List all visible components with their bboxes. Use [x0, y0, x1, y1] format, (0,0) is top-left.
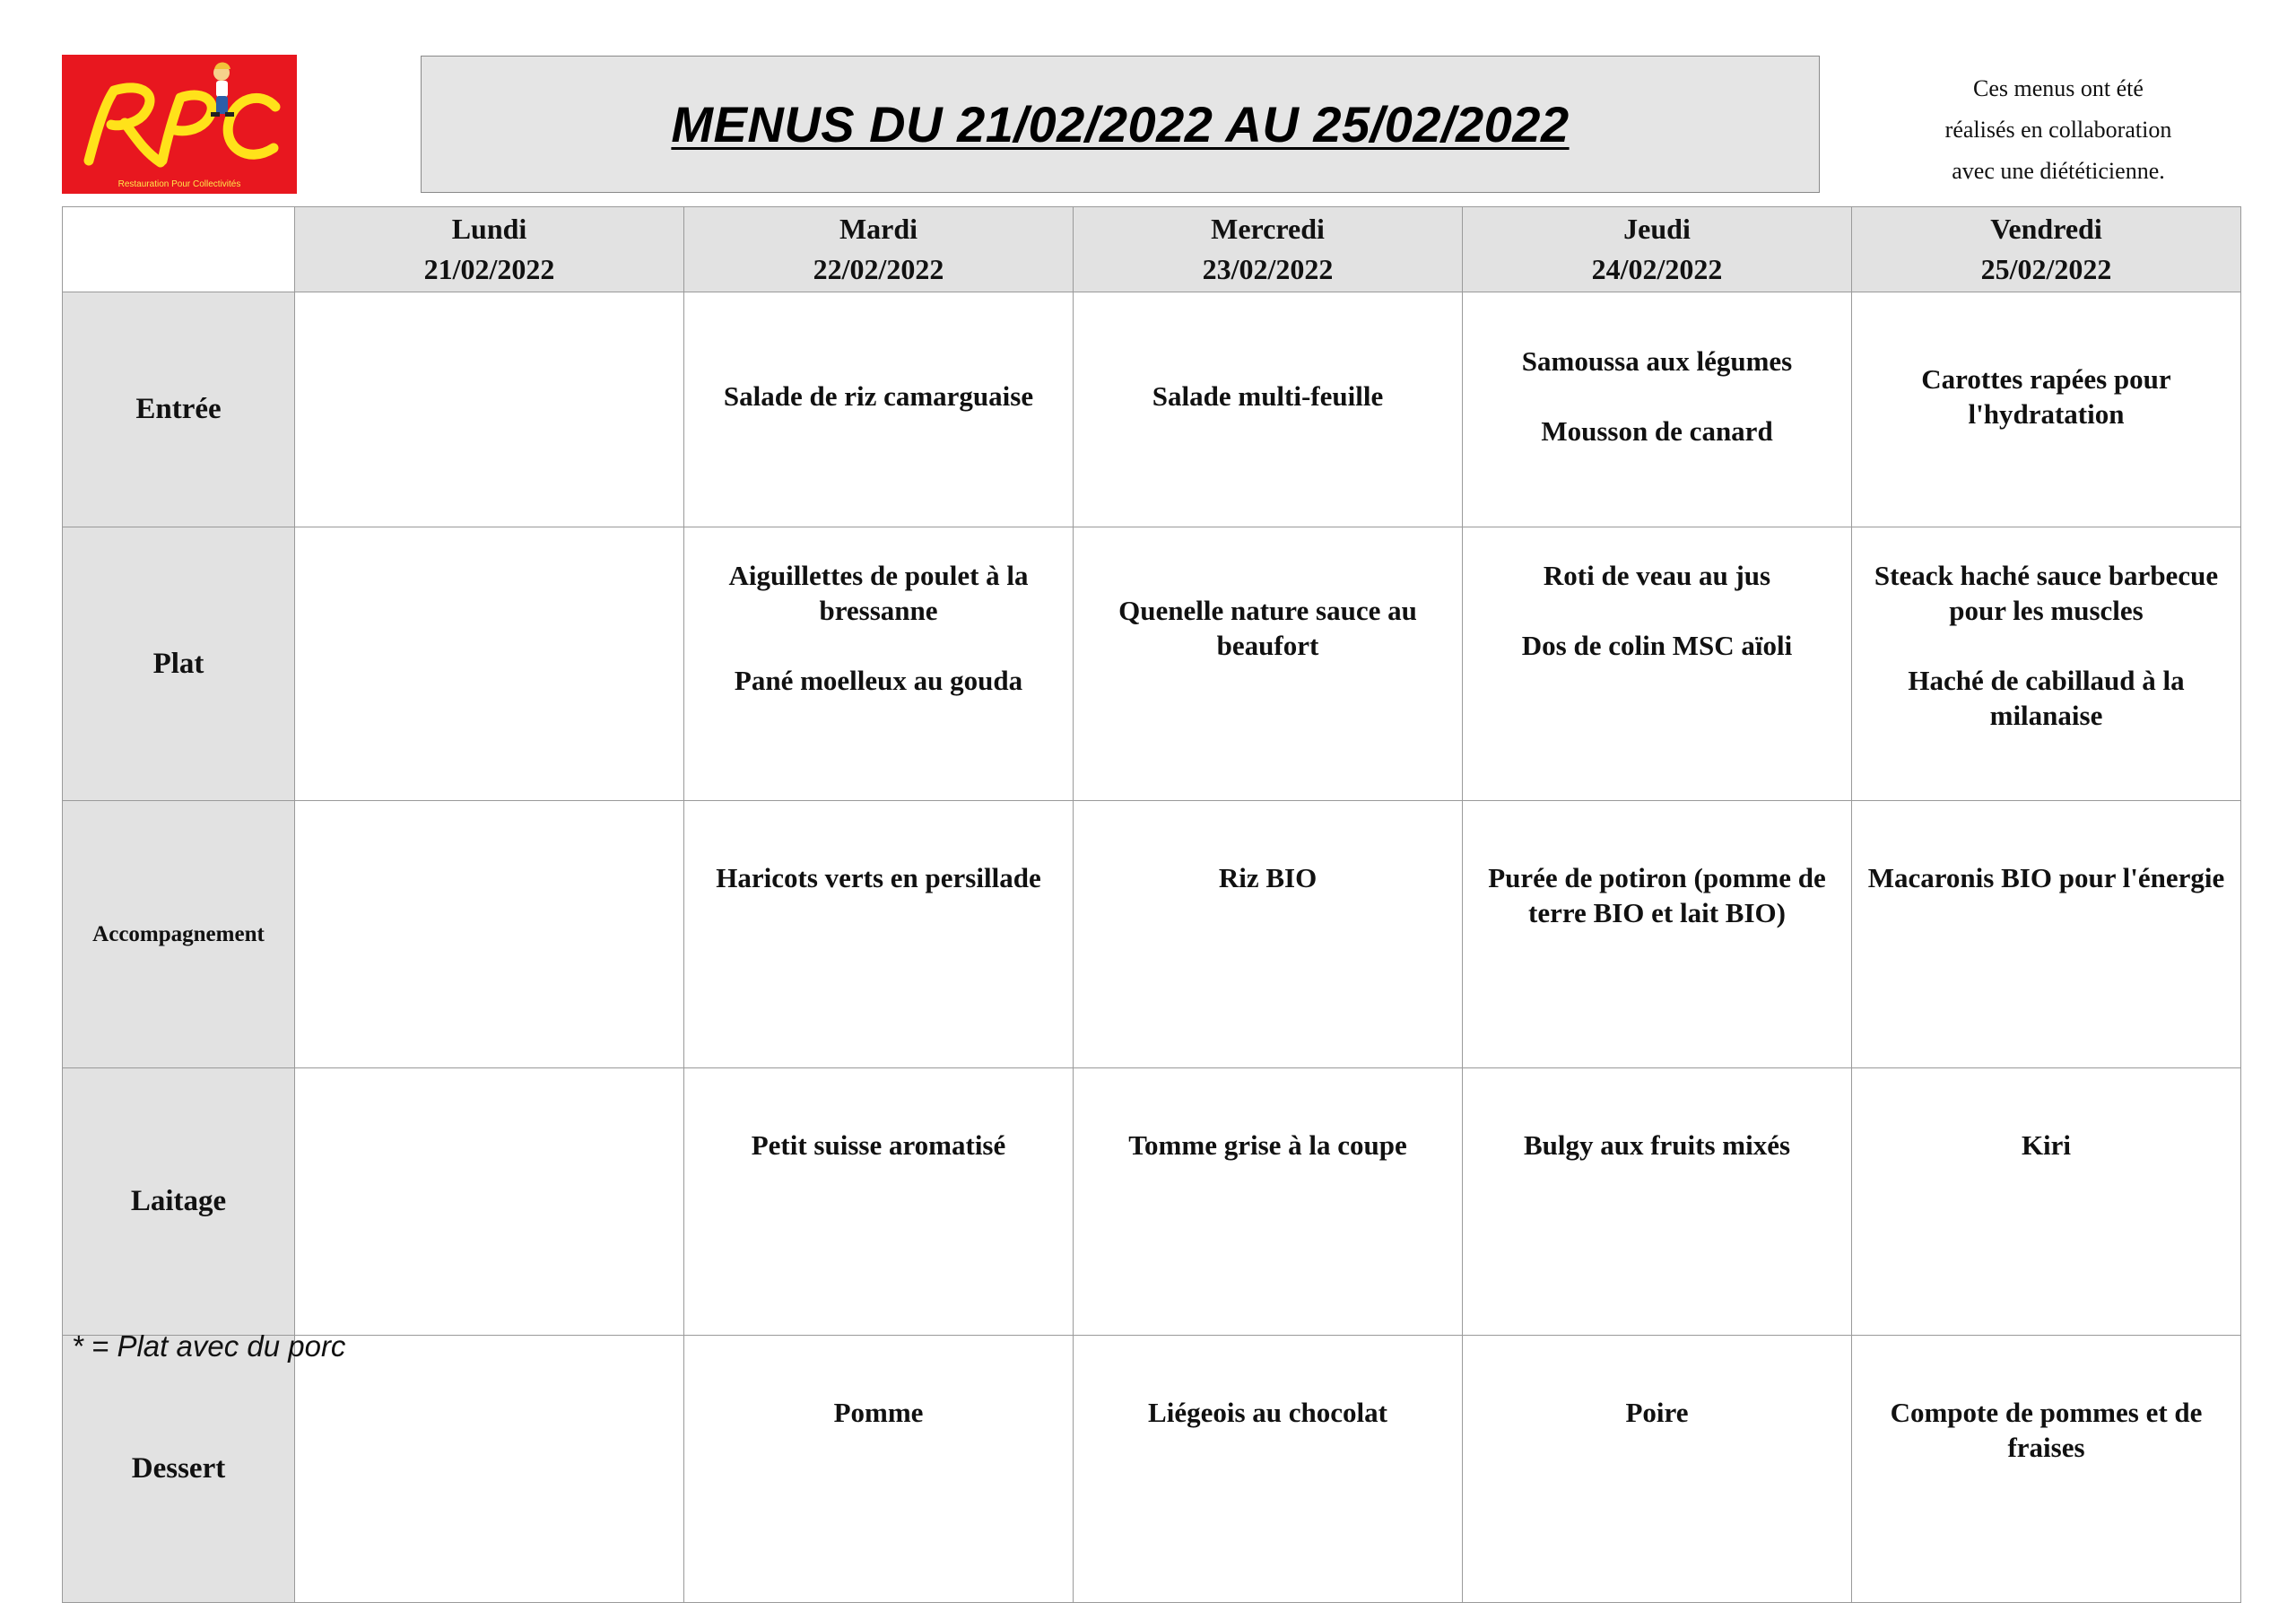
rpc-logo-graphic: [62, 55, 297, 194]
logo-caption: Restauration Pour Collectivités: [117, 179, 241, 189]
day-header: [1852, 207, 2241, 292]
menu-row-dessert: [63, 1336, 2241, 1603]
dish: Aiguillettes de poulet à la bressanne: [728, 560, 1029, 626]
menu-cell-mercredi-laitage: [1074, 1068, 1463, 1336]
menu-cell-jeudi-entree: [1463, 292, 1852, 527]
day-header: [684, 207, 1074, 292]
dish: Salade de riz camarguaise: [723, 380, 1034, 412]
dish: Poire: [1625, 1397, 1689, 1428]
menu-cell-jeudi-plat: [1463, 527, 1852, 801]
collaboration-note-line: Ces menus ont été: [1973, 75, 2144, 101]
rpc-logo: [62, 55, 297, 194]
menu-cell-mercredi-plat: [1074, 527, 1463, 801]
row-label: Dessert: [63, 1336, 295, 1603]
day-name: Vendredi: [1990, 213, 2102, 245]
dish: Carottes rapées pour l'hydratation: [1921, 362, 2171, 430]
menu-cell-lundi-entree: [295, 292, 684, 527]
dish: Compote de pommes et de fraises: [1890, 1397, 2203, 1463]
menu-cell-mardi-entree: [684, 292, 1074, 527]
menu-cell-mardi-accompagnement: [684, 801, 1074, 1068]
menu-cell-vendredi-accompagnement: [1852, 801, 2241, 1068]
menu-cell-lundi-accompagnement: [295, 801, 684, 1068]
day-date: 25/02/2022: [1980, 253, 2112, 285]
dish: Macaronis BIO pour l'énergie: [1867, 862, 2225, 893]
dish: Tomme grise à la coupe: [1128, 1129, 1407, 1161]
day-header: [1074, 207, 1463, 292]
day-header: [295, 207, 684, 292]
dish: Bulgy aux fruits mixés: [1523, 1129, 1791, 1161]
menu-row-plat: [63, 527, 2241, 801]
menu-cell-mardi-laitage: [684, 1068, 1074, 1336]
menu-cell-vendredi-laitage: [1852, 1068, 2241, 1336]
collaboration-note-line: réalisés en collaboration: [1944, 117, 2172, 143]
day-name: Lundi: [451, 213, 527, 245]
menu-table: [62, 206, 2241, 1603]
dish: Mousson de canard: [1541, 415, 1773, 447]
menu-row-laitage: [63, 1068, 2241, 1336]
dish: Salade multi-feuille: [1152, 380, 1384, 412]
day-date: 24/02/2022: [1591, 253, 1723, 285]
dish: Petit suisse aromatisé: [751, 1129, 1006, 1161]
title-box: [421, 56, 1820, 193]
menu-cell-jeudi-dessert: [1463, 1336, 1852, 1603]
day-name: Mardi: [839, 213, 918, 245]
menu-cell-lundi-plat: [295, 527, 684, 801]
dish: Haché de cabillaud à la milanaise: [1908, 665, 2185, 731]
menu-cell-jeudi-laitage: [1463, 1068, 1852, 1336]
menu-cell-mercredi-accompagnement: [1074, 801, 1463, 1068]
day-date: 21/02/2022: [423, 253, 555, 285]
corner-cell: [63, 207, 295, 292]
menu-cell-mercredi-entree: [1074, 292, 1463, 527]
dish: Steack haché sauce barbecue pour les muscles: [1874, 560, 2219, 626]
menu-cell-vendredi-plat: [1852, 527, 2241, 801]
day-name: Mercredi: [1211, 213, 1325, 245]
row-label: Entrée: [63, 292, 295, 527]
row-label: Accompagnement: [63, 801, 295, 1068]
collaboration-note: [1874, 68, 2242, 192]
collaboration-note-line: avec une diététicienne.: [1952, 158, 2165, 184]
menu-cell-mardi-dessert: [684, 1336, 1074, 1603]
menu-cell-lundi-laitage: [295, 1068, 684, 1336]
menu-row-entree: [63, 292, 2241, 527]
dish: Samoussa aux légumes: [1521, 345, 1793, 377]
dish: Riz BIO: [1218, 862, 1318, 893]
dish: Purée de potiron (pomme de terre BIO et lait BIO): [1488, 862, 1826, 928]
dish: Roti de veau au jus: [1543, 560, 1771, 591]
menu-cell-lundi-dessert: [295, 1336, 684, 1603]
day-date: 23/02/2022: [1202, 253, 1334, 285]
dish: Kiri: [2021, 1129, 2072, 1161]
row-label: Laitage: [63, 1068, 295, 1336]
row-label: Plat: [63, 527, 295, 801]
day-name: Jeudi: [1623, 213, 1691, 245]
dish: Quenelle nature sauce au beaufort: [1118, 595, 1417, 661]
dish: Pomme: [833, 1397, 924, 1428]
dish: Dos de colin MSC aïoli: [1521, 630, 1793, 661]
menu-cell-vendredi-entree: [1852, 292, 2241, 527]
footnote: * = Plat avec du porc: [72, 1329, 346, 1363]
menu-cell-jeudi-accompagnement: [1463, 801, 1852, 1068]
day-header-row: [63, 207, 2241, 292]
day-date: 22/02/2022: [813, 253, 944, 285]
menu-row-accompagnement: [63, 801, 2241, 1068]
dish: Pané moelleux au gouda: [734, 665, 1023, 696]
dish: Liégeois au chocolat: [1148, 1397, 1387, 1428]
menu-cell-mardi-plat: [684, 527, 1074, 801]
day-header: [1463, 207, 1852, 292]
menu-cell-vendredi-dessert: [1852, 1336, 2241, 1603]
menu-cell-mercredi-dessert: [1074, 1336, 1463, 1603]
page-title: MENUS DU 21/02/2022 AU 25/02/2022: [671, 96, 1570, 152]
dish: Haricots verts en persillade: [716, 862, 1041, 893]
